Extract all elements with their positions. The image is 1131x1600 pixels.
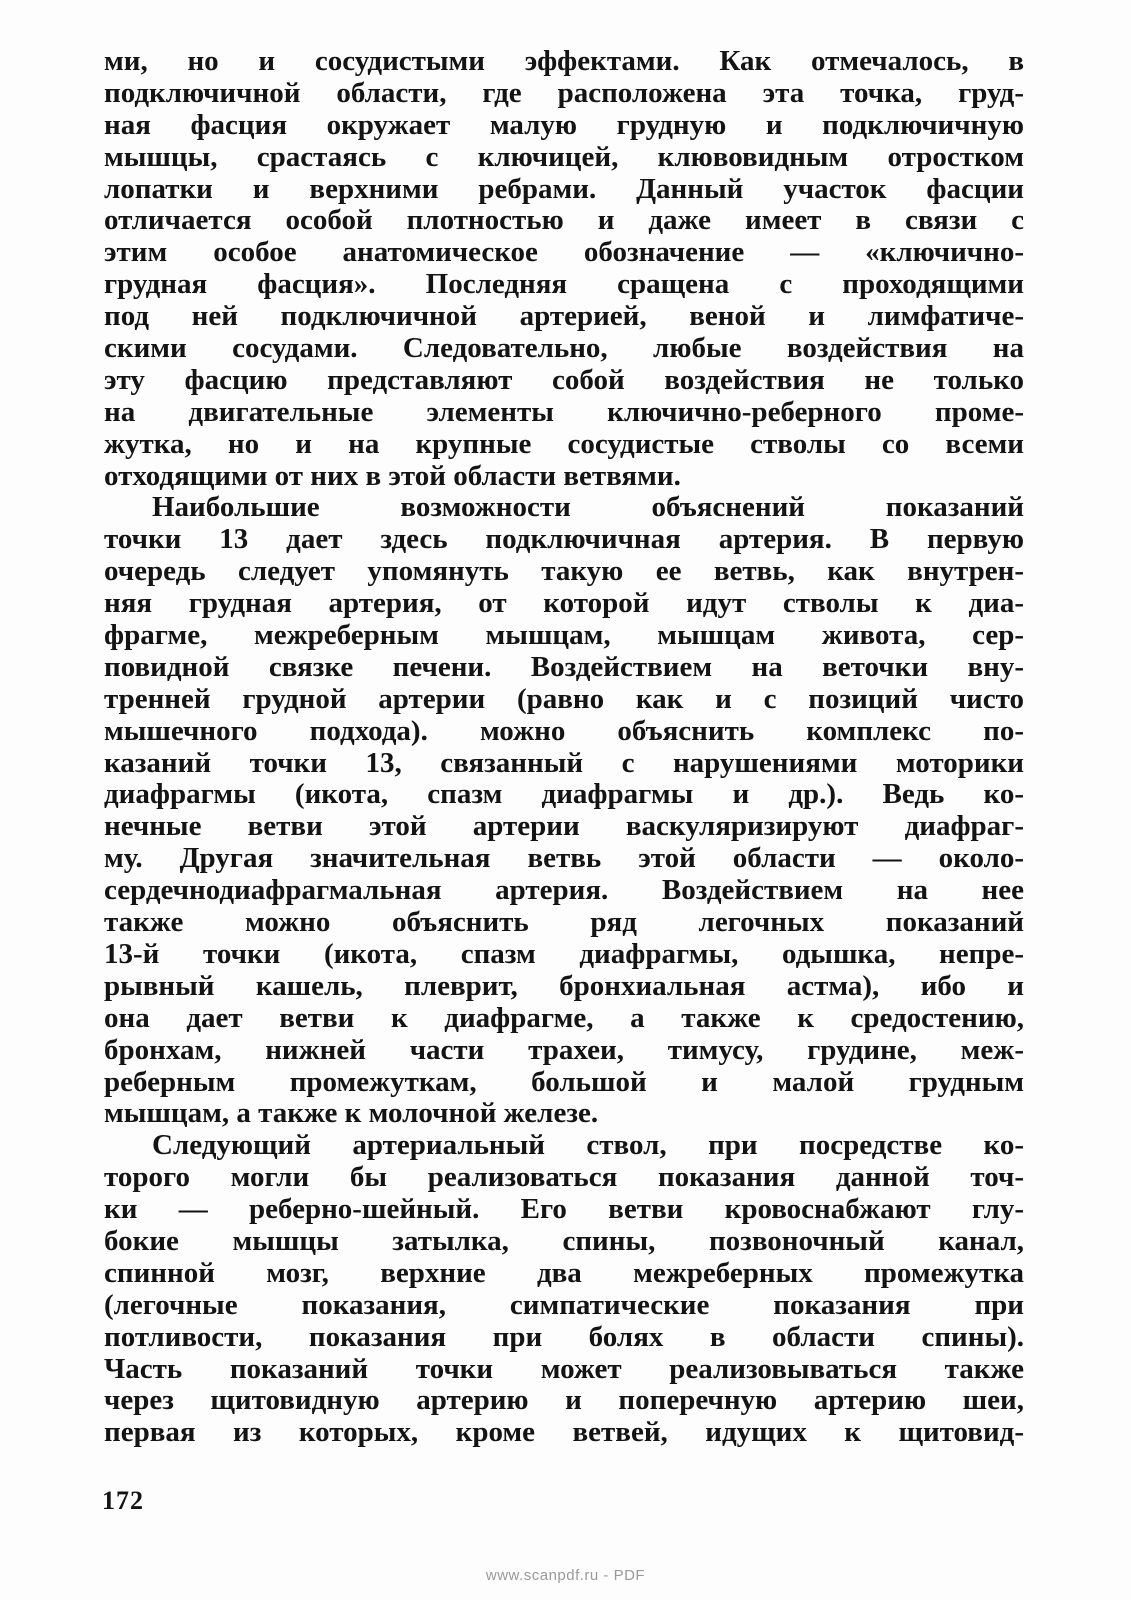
text-line: мышечного подхода). можно объяснить комплекс по- [104,715,1024,747]
text-line: ная фасция окружает малую грудную и подключичную [104,109,1024,141]
text-line: спинной мозг, верхние два межреберных промежутка [104,1257,1024,1289]
text-line: эту фасцию представляют собой воздействия не только [104,364,1024,396]
text-line: также можно объяснить ряд легочных показаний [104,907,1024,939]
text-line: ми, но и сосудистыми эффектами. Как отмечалось, в [104,46,1024,77]
text-line: подключичной области, где расположена эта точка, груд- [104,77,1024,109]
text-line: Наибольшие возможности объяснений показаний [152,492,1024,524]
text-line: Часть показаний точки может реализовываться также [104,1353,1024,1385]
text-line: она дает ветви к диафрагме, а также к средостению, [104,1002,1024,1034]
text-line: фрагме, межреберным мышцам, мышцам живота, сер- [104,620,1024,652]
text-line: бронхам, нижней части трахеи, тимусу, грудине, меж- [104,1034,1024,1066]
text-line: через щитовидную артерию и поперечную артерию шеи, [104,1385,1024,1417]
text-line: жутка, но и на крупные сосудистые стволы со всеми [104,428,1024,460]
text-line: ки — реберно-шейный. Его ветви кровоснабжают глу- [104,1194,1024,1226]
text-line: мышцы, срастаясь с ключицей, клювовидным отростком [104,141,1024,173]
text-line: казаний точки 13, связанный с нарушениями моторики [104,747,1024,779]
text-line: му. Другая значительная ветвь этой области — около- [104,843,1024,875]
text-line: отличается особой плотностью и даже имеет в связи с [104,205,1024,237]
text-line: на двигательные элементы ключично-реберного проме- [104,396,1024,428]
text-line: лопатки и верхними ребрами. Данный участок фасции [104,173,1024,205]
text-line: реберным промежуткам, большой и малой грудным [104,1066,1024,1098]
text-line: скими сосудами. Следовательно, любые воздействия на [104,333,1024,365]
watermark: www.scanpdf.ru - PDF [485,1567,646,1584]
body-text [104,46,1024,1449]
text-line: повидной связке печени. Воздействием на веточки вну- [104,651,1024,683]
text-line: первая из которых, кроме ветвей, идущих к щитовид- [104,1417,1024,1449]
text-line: торого могли бы реализоваться показания данной точ- [104,1162,1024,1194]
page-number: 172 [102,1486,144,1515]
text-line: отходящими от них в этой области ветвями. [104,460,681,492]
text-line: очередь следует упомянуть такую ее ветвь, как внутрен- [104,556,1024,588]
text-line: 13-й точки (икота, спазм диафрагмы, одышка, непре- [104,938,1024,970]
text-line: диафрагмы (икота, спазм диафрагмы и др.). Ведь ко- [104,779,1024,811]
text-line: точки 13 дает здесь подключичная артерия. В первую [104,524,1024,556]
text-line: бокие мышцы затылка, спины, позвоночный канал, [104,1225,1024,1257]
text-line: потливости, показания при болях в области спины). [104,1321,1024,1353]
text-line: под ней подключичной артерией, веной и лимфатиче- [104,301,1024,333]
text-line: мышцам, а также к молочной железе. [104,1098,599,1130]
text-line: няя грудная артерия, от которой идут стволы к диа- [104,588,1024,620]
text-line: этим особое анатомическое обозначение — «ключично- [104,237,1024,269]
text-line: (легочные показания, симпатические показания при [104,1289,1024,1321]
text-line: Следующий артериальный ствол, при посредстве ко- [152,1130,1024,1162]
text-line: тренней грудной артерии (равно как и с позиций чисто [104,683,1024,715]
text-line: грудная фасция». Последняя сращена с проходящими [104,269,1024,301]
text-line: сердечнодиафрагмальная артерия. Воздействием на нее [104,875,1024,907]
text-line: нечные ветви этой артерии васкуляризируют диафраг- [104,811,1024,843]
text-line: рывный кашель, плеврит, бронхиальная астма), ибо и [104,970,1024,1002]
